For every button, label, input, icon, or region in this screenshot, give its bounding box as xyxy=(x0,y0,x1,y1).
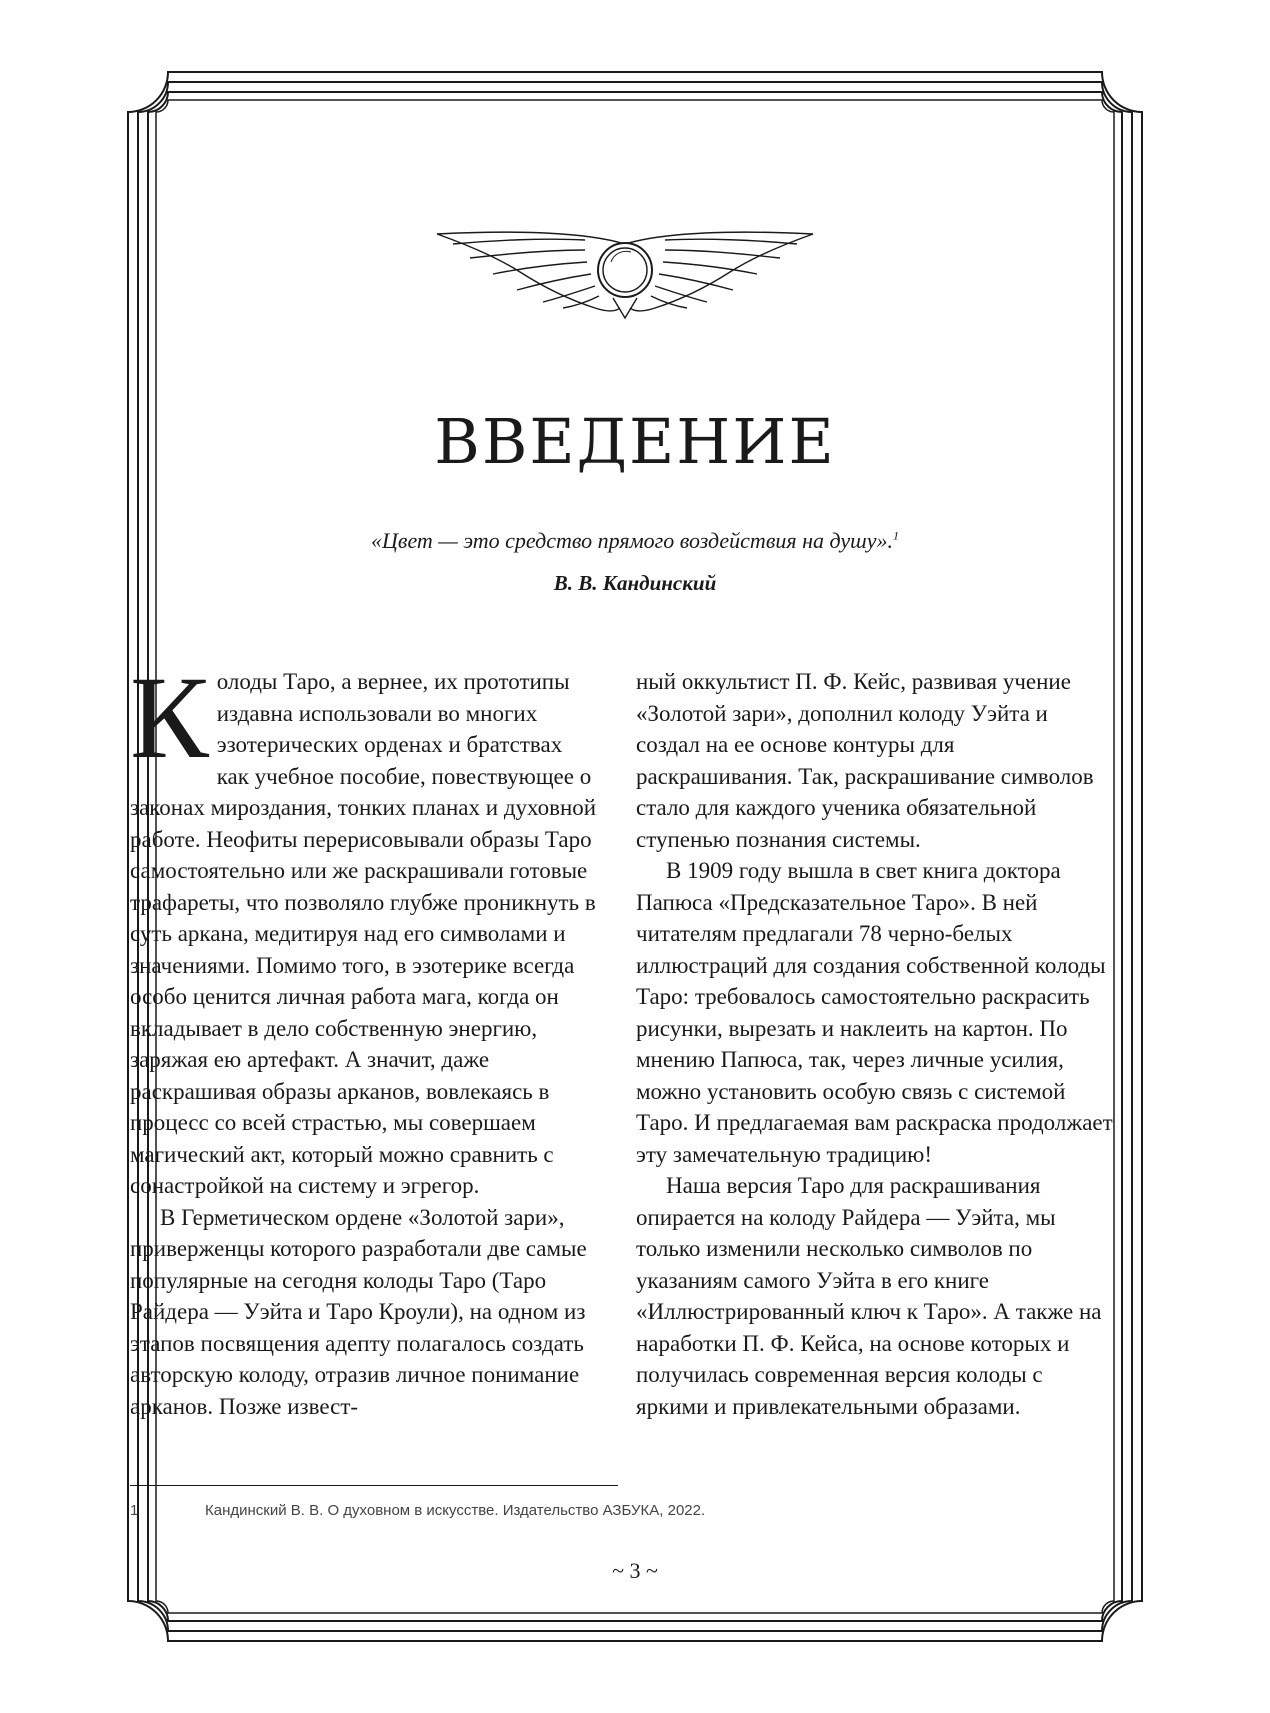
epigraph-quote xyxy=(0,528,1270,554)
page-number: ~ 3 ~ xyxy=(612,1558,658,1583)
footnote xyxy=(130,1502,1030,1519)
winged-sun-icon xyxy=(435,222,815,322)
left-column xyxy=(130,652,600,1422)
paragraph xyxy=(130,652,600,1202)
epigraph-author: В. В. Кандинский xyxy=(553,571,717,595)
footnote-reference[interactable]: 1 xyxy=(892,528,899,543)
page-title: ВВЕДЕНИЕ xyxy=(434,405,836,478)
right-column xyxy=(636,666,1116,1422)
paragraph: Наша версия Таро для раскрашивания опирается на колоду Райдера — Уэйта, мы только изменили несколько символов по указаниям самого Уэйта в его книге «Иллюстрированный ключ к Таро». А также на наработки П. Ф. Кейса, на основе которых и получилась современная версия колоды с яркими и привлекательными образами. xyxy=(636,1173,1102,1419)
footnote-text: Кандинский В. В. О духовном в искусстве. Издательство АЗБУКА, 2022. xyxy=(205,1502,706,1519)
epigraph-text: «Цвет — это средство прямого воздействия на душу». xyxy=(371,528,893,553)
paragraph-text: олоды Таро, а вернее, их прототипы издавна использовали во многих эзотерических орденах и братствах как учебное пособие, повествующее о законах мироздания, тонких планах и духовной работе. Неофиты перерисовывали образы Таро самостоятельно или же раскрашивали готовые трафареты, что позволяло глубже проникнуть в суть аркана, медитируя над его символами и значениями. Помимо того, в эзотерике всегда особо ценится личная работа мага, когда он вкладывает в дело собственную энергию, заряжая ею артефакт. А значит, даже раскрашивая образы арканов, вовлекаясь в процесс со всей страстью, мы совершаем магический акт, который можно сравнить с сонастройкой на систему и эгрегор. xyxy=(130,669,597,1198)
paragraph: ный оккультист П. Ф. Кейс, развивая учение «Золотой зари», дополнил колоду Уэйта и создал на ее основе контуры для раскрашивания. Так, раскрашивание символов стало для каждого ученика обязательной ступенью познания системы. xyxy=(636,669,1094,852)
footnote-divider xyxy=(130,1485,618,1486)
drop-cap: К xyxy=(130,652,209,783)
footnote-number: 1 xyxy=(130,1502,139,1519)
paragraph: В Герметическом ордене «Золотой зари», приверженцы которого разработали две самые популярные на сегодня колоды Таро (Таро Райдера — Уэйта и Таро Кроули), на одном из этапов посвящения адепту полагалось создать авторскую колоду, отразив личное понимание арканов. Позже извест- xyxy=(130,1204,587,1419)
paragraph: В 1909 году вышла в свет книга доктора Папюса «Предсказательное Таро». В ней читателям предлагали 78 черно-белых иллюстраций для создания собственной колоды Таро: требовалось самостоятельно раскрасить рисунки, вырезать и наклеить на картон. По мнению Папюса, так, через личные усилия, можно установить особую связь с системой Таро. И предлагаемая вам раскраска продолжает эту замечательную традицию! xyxy=(636,858,1113,1167)
